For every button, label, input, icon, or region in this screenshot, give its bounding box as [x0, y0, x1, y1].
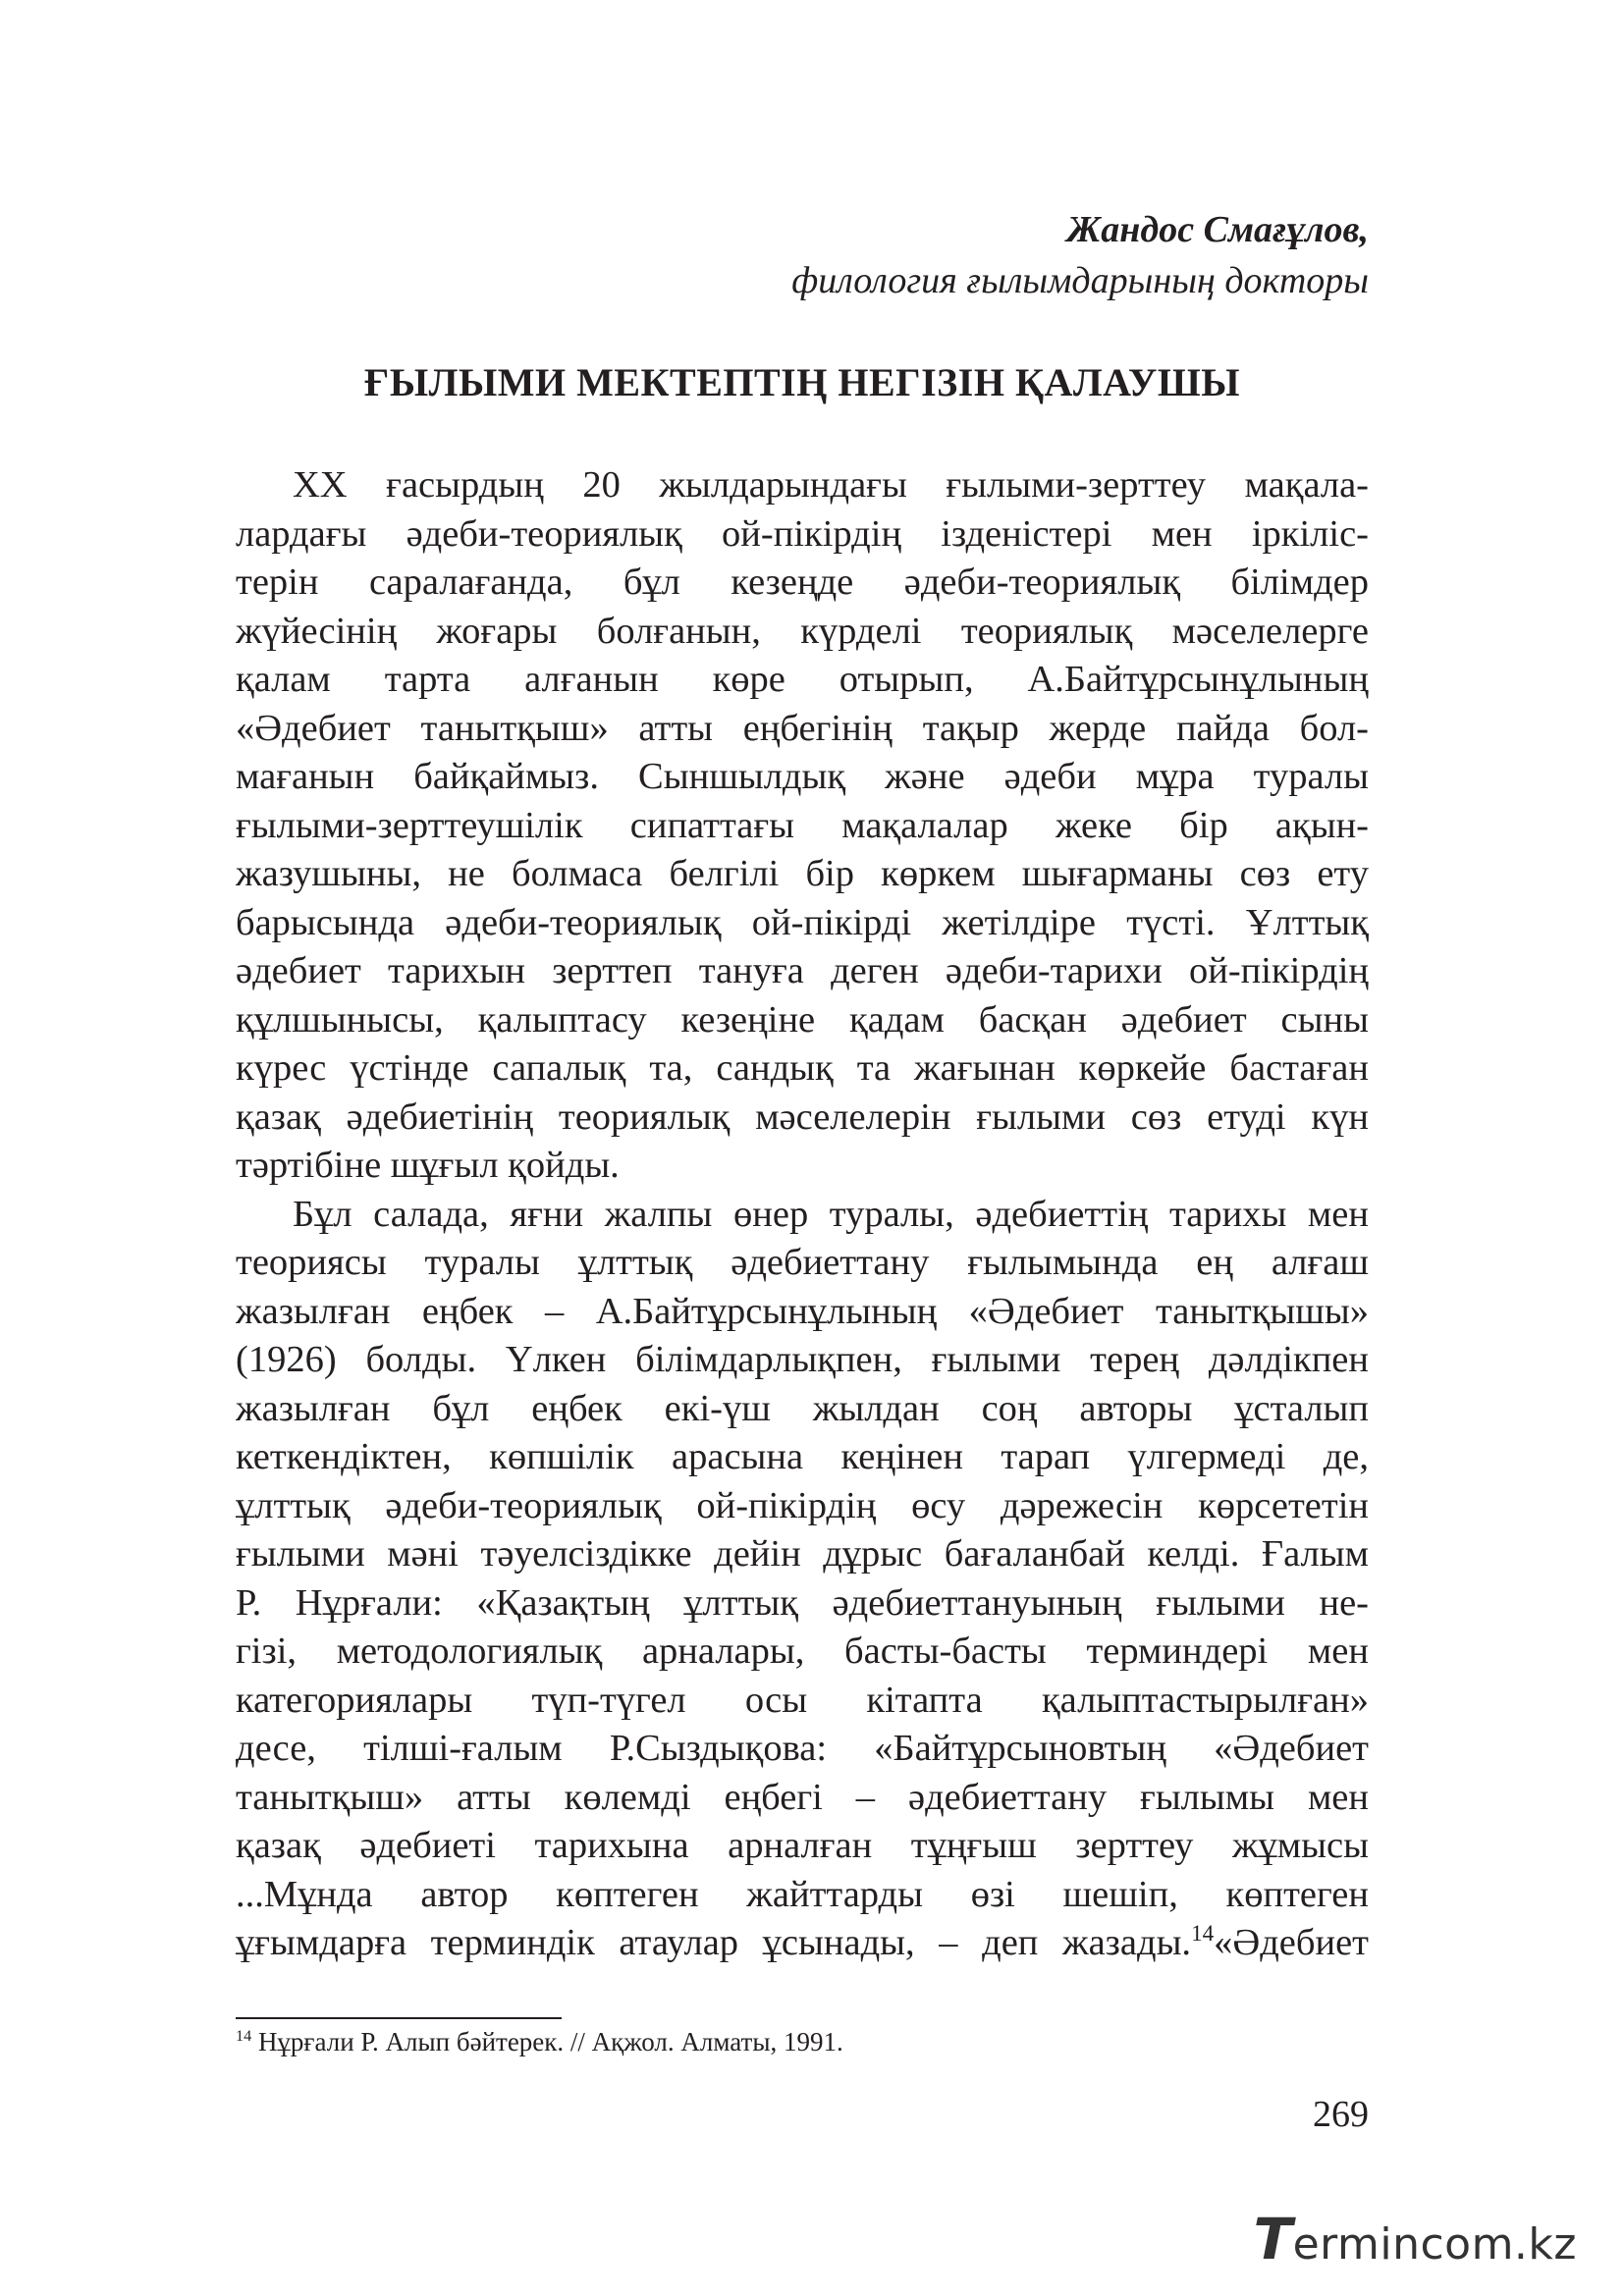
- text-line: ұлттық әдеби-теориялық ой-пікірдің өсу дәрежесін көрсететін: [236, 1484, 1369, 1526]
- watermark-text: ermincom.kz: [1292, 2219, 1577, 2269]
- text-line: жазылған еңбек – А.Байтұрсынұлының «Әдебиет танытқышы»: [236, 1290, 1369, 1332]
- text-segment: ұғымдарға терминдік атаулар ұсынады, – деп жазады.: [236, 1922, 1192, 1963]
- text-line: XX ғасырдың 20 жылдарындағы ғылыми-зерттеу мақала-: [293, 464, 1369, 506]
- site-watermark-logo: [1254, 2206, 1577, 2272]
- text-line: десе, тілші-ғалым Р.Сыздықова: «Байтұрсыновтың «Әдебиет: [236, 1728, 1369, 1769]
- text-line: (1926) болды. Үлкен білімдарлықпен, ғылыми терең дәлдікпен: [236, 1339, 1369, 1380]
- footnote-number: 14: [236, 2027, 252, 2045]
- text-line: қалам тарта алғанын көре отырып, А.Байтұрсынұлының: [236, 659, 1369, 700]
- text-line: ...Мұнда автор көптеген жайттарды өзі шешіп, көптеген: [236, 1873, 1369, 1915]
- text-line: тәртібіне шұғыл қойды.: [236, 1145, 620, 1186]
- text-line: мағанын байқаймыз. Сыншылдық және әдеби мұра туралы: [236, 756, 1369, 797]
- text-line: қазақ әдебиетінің теориялық мәселелерін ғылыми сөз етуді күн: [236, 1095, 1369, 1138]
- article-body: [236, 461, 1369, 1968]
- footnote-text: Нұрғали Р. Алып бәйтерек. // Ақжол. Алматы, 1991.: [257, 2027, 843, 2056]
- text-line: құлшынысы, қалыптасу кезеңіне қадам басқан әдебиет сыны: [236, 998, 1369, 1041]
- footnote-reference[interactable]: 14: [1191, 1920, 1215, 1947]
- text-line: танытқыш» атты көлемді еңбегі – әдебиеттану ғылымы мен: [236, 1776, 1369, 1818]
- text-line: әдебиет тарихын зерттеп тануға деген әдеби-тарихи ой-пікірдің: [236, 950, 1369, 991]
- text-line: қазақ әдебиеті тарихына арналған тұңғыш зерттеу жұмысы: [236, 1825, 1369, 1866]
- text-line: барысында әдеби-теориялық ой-пікірді жетілдіре түсті. Ұлттық: [236, 901, 1369, 943]
- text-line: ғылыми-зерттеушілік сипаттағы мақалалар жеке бір ақын-: [236, 804, 1369, 846]
- text-line: категориялары түп-түгел осы кітапта қалыптастырылған»: [236, 1679, 1369, 1721]
- text-line-with-footnote-ref: [236, 1919, 1369, 1968]
- article-title: ҒЫЛЫМИ МЕКТЕПТІҢ НЕГІЗІН ҚАЛАУШЫ: [363, 360, 1241, 404]
- text-line: жазылған бұл еңбек екі-үш жылдан соң авторы ұсталып: [236, 1387, 1369, 1429]
- author-name: Жандос Смағұлов,: [1066, 209, 1369, 250]
- watermark-initial: T: [1253, 2206, 1293, 2272]
- author-degree: филология ғылымдарының докторы: [791, 260, 1369, 301]
- text-line: лардағы әдеби-теориялық ой-пікірдің ізденістері мен іркіліс-: [236, 512, 1369, 555]
- footnote-divider: [236, 2017, 562, 2019]
- text-line: «Әдебиет танытқыш» атты еңбегінің тақыр жерде пайда бол-: [236, 707, 1369, 749]
- text-line: Р. Нұрғали: «Қазақтың ұлттық әдебиеттануының ғылыми не-: [236, 1581, 1369, 1624]
- author-block: [791, 204, 1369, 306]
- text-line: теориясы туралы ұлттық әдебиеттану ғылымында ең алғаш: [236, 1242, 1369, 1283]
- text-line: Бұл салада, яғни жалпы өнер туралы, әдебиеттің тарихы мен: [293, 1193, 1369, 1235]
- text-line: жүйесінің жоғары болғанын, күрделі теориялық мәселелерге: [236, 610, 1369, 652]
- page-number: 269: [1313, 2094, 1369, 2135]
- text-line: ғылыми мәні тәуелсіздікке дейін дұрыс бағаланбай келді. Ғалым: [236, 1533, 1369, 1575]
- text-line: кеткендіктен, көпшілік арасына кеңінен тарап үлгермеді де,: [236, 1436, 1369, 1477]
- text-segment: «Әдебиет: [1214, 1922, 1369, 1963]
- text-line: терін саралағанда, бұл кезеңде әдеби-теориялық білімдер: [236, 561, 1369, 603]
- text-line: гізі, методологиялық арналары, басты-басты терминдері мен: [236, 1630, 1369, 1672]
- text-line: жазушыны, не болмаса белгілі бір көркем шығарманы сөз ету: [236, 853, 1369, 894]
- footnote: [236, 2024, 843, 2059]
- text-line: күрес үстінде сапалық та, сандық та жағынан көркейе бастаған: [236, 1047, 1369, 1089]
